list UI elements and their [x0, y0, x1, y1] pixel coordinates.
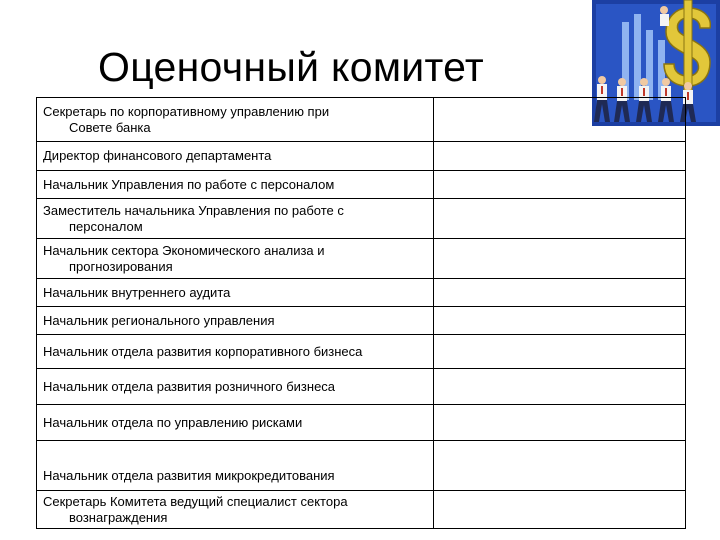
role-text: Директор финансового департамента: [43, 148, 272, 163]
role-cell: [37, 279, 434, 307]
role-cell: [37, 171, 434, 199]
table-row: [37, 491, 686, 529]
signature-cell: [434, 491, 686, 529]
role-cell: [37, 369, 434, 405]
signature-cell: [434, 142, 686, 171]
role-text-line: Секретарь по корпоративному управлению при: [43, 103, 330, 119]
table-row: [37, 405, 686, 441]
signature-cell: [434, 369, 686, 405]
signature-cell: [434, 335, 686, 369]
role-cell: [37, 491, 434, 529]
role-cell: [37, 199, 434, 239]
role-text: [37, 203, 433, 235]
role-text-line: вознаграждения: [69, 509, 168, 525]
role-text: [37, 243, 433, 275]
role-cell: [37, 405, 434, 441]
table-row: [37, 98, 686, 142]
role-cell: [37, 98, 434, 142]
role-text: Начальник отдела развития розничного бизнеса: [43, 378, 336, 394]
table-row: [37, 142, 686, 171]
role-cell: [37, 307, 434, 335]
signature-cell: [434, 405, 686, 441]
signature-cell: [434, 307, 686, 335]
slide-title: Оценочный комитет: [98, 44, 484, 90]
role-text: Начальник отдела развития микрокредитования: [43, 468, 335, 483]
role-text-line: Заместитель начальника Управления по работе с: [43, 202, 344, 218]
role-text: Начальник отдела по управлению рисками: [43, 414, 303, 430]
role-cell: [37, 335, 434, 369]
table-row: [37, 441, 686, 491]
role-text: [37, 494, 433, 526]
signature-cell: [434, 98, 686, 142]
signature-cell: [434, 171, 686, 199]
signature-cell: [434, 199, 686, 239]
table-row: [37, 369, 686, 405]
role-text-line: персоналом: [69, 218, 143, 234]
signature-cell: [434, 279, 686, 307]
role-text: Начальник Управления по работе с персоналом: [43, 176, 335, 192]
table-row: [37, 239, 686, 279]
table-row: [37, 171, 686, 199]
role-cell: [37, 239, 434, 279]
role-cell: [37, 441, 434, 491]
role-cell: [37, 142, 434, 171]
table-row: [37, 335, 686, 369]
role-text: Начальник регионального управления: [43, 312, 275, 328]
role-text-line: прогнозирования: [69, 258, 173, 274]
role-text-line: Совете банка: [69, 119, 151, 135]
table-row: [37, 199, 686, 239]
signature-cell: [434, 441, 686, 491]
role-text: Начальник отдела развития корпоративного бизнеса: [43, 343, 363, 359]
role-text: [37, 104, 433, 136]
table-row: [37, 279, 686, 307]
committee-table: [36, 97, 686, 529]
role-text-line: Начальник сектора Экономического анализа и: [43, 242, 325, 258]
signature-cell: [434, 239, 686, 279]
role-text-line: Секретарь Комитета ведущий специалист сектора: [43, 493, 348, 509]
role-text: Начальник внутреннего аудита: [43, 284, 231, 300]
table-row: [37, 307, 686, 335]
